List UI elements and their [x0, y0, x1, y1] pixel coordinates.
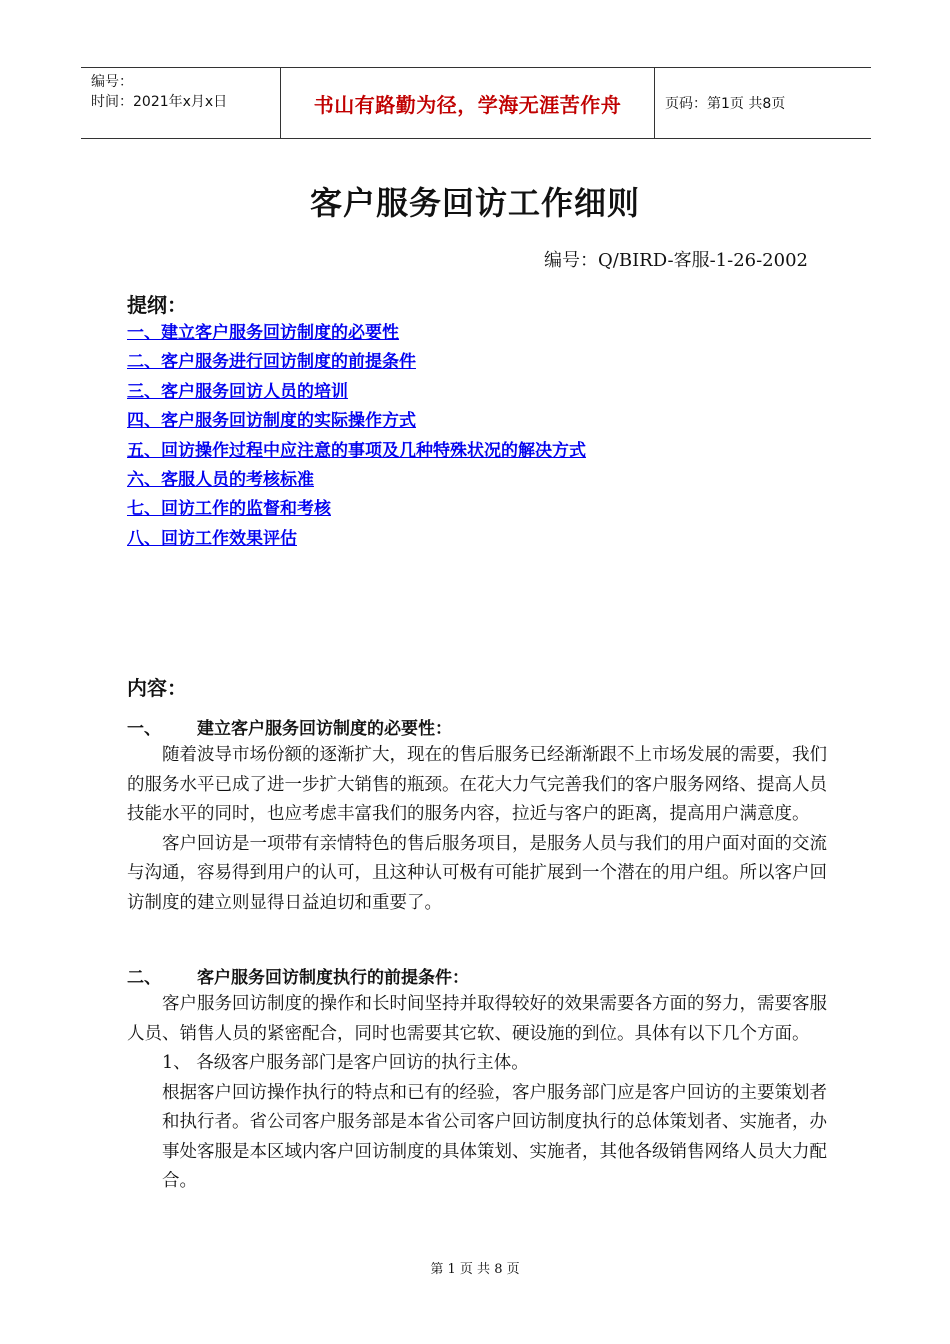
section-2-title [127, 963, 469, 988]
outline-link-1[interactable]: 一、建立客户服务回访制度的必要性 [127, 323, 399, 343]
section-heading: 建立客户服务回访制度的必要性： [197, 719, 452, 739]
outline-item[interactable] [127, 465, 586, 494]
section-2-body [127, 990, 827, 1197]
subsection-body: 根据客户回访操作执行的特点和已有的经验，客户服务部门应是客户回访的主要策划者和执行者。省公司客户服务部是本省公司客户回访制度执行的总体策划者、实施者，办事处客服是本区域内客户回访制度的具体策划、实施者，其他各级销售网络人员大力配合。 [162, 1082, 827, 1191]
section-1-body [127, 741, 827, 918]
serial-label: 编号： [91, 74, 133, 90]
section-number: 一、 [127, 719, 161, 739]
outline-item[interactable] [127, 347, 586, 376]
paragraph: 客户服务回访制度的操作和长时间坚持并取得较好的效果需要各方面的努力，需要客服人员、销售人员的紧密配合，同时也需要其它软、硬设施的到位。具体有以下几个方面。 [127, 994, 827, 1044]
outline-item[interactable] [127, 494, 586, 523]
outline-link-6[interactable]: 六、客服人员的考核标准 [127, 469, 314, 490]
outline-item[interactable] [127, 436, 586, 465]
section-number: 二、 [127, 968, 161, 988]
paragraph: 随着波导市场份额的逐渐扩大，现在的售后服务已经渐渐跟不上市场发展的需要，我们的服务水平已成了进一步扩大销售的瓶颈。在花大力气完善我们的客户服务网络、提高人员技能水平的同时，也应考虑丰富我们的服务内容，拉近与客户的距离，提高用户满意度。 [127, 745, 827, 824]
section-heading: 客户服务回访制度执行的前提条件： [197, 968, 469, 988]
outline-list [127, 318, 586, 553]
content-heading: 内容： [127, 676, 187, 700]
outline-link-7[interactable]: 七、回访工作的监督和考核 [127, 499, 331, 520]
outline-link-3[interactable]: 三、客户服务回访人员的培训 [127, 381, 348, 402]
section-1-title [127, 714, 452, 739]
outline-item[interactable] [127, 377, 586, 406]
outline-item[interactable] [127, 406, 586, 435]
header-meta [81, 68, 281, 138]
document-title: 客户服务回访工作细则 [309, 184, 640, 222]
page-header [81, 67, 871, 139]
outline-item[interactable] [127, 318, 586, 347]
header-page-info: 页码：第1页 共8页 [665, 96, 786, 112]
paragraph: 客户回访是一项带有亲情特色的售后服务项目，是服务人员与我们的用户面对面的交流与沟通，容易得到用户的认可，且这种认可极有可能扩展到一个潜在的用户组。所以客户回访制度的建立则显得日益迫切和重要了。 [127, 833, 827, 913]
page-footer: 第 1 页 共 8 页 [430, 1262, 520, 1277]
document-number: 编号：Q/BIRD-客服-1-26-2002 [544, 250, 808, 271]
outline-link-8[interactable]: 八、回访工作效果评估 [127, 528, 297, 549]
outline-link-4[interactable]: 四、客户服务回访制度的实际操作方式 [127, 411, 416, 432]
header-motto: 书山有路勤为径，学海无涯苦作舟 [281, 68, 655, 138]
time-label: 时间：2021年x月x日 [91, 94, 228, 110]
outline-heading: 提纲： [127, 293, 187, 317]
outline-link-5[interactable]: 五、回访操作过程中应注意的事项及几种特殊状况的解决方式 [127, 440, 586, 461]
outline-item[interactable] [127, 524, 586, 553]
outline-link-2[interactable]: 二、客户服务进行回访制度的前提条件 [127, 352, 416, 373]
subsection-title: 1、 各级客户服务部门是客户回访的执行主体。 [162, 1053, 529, 1073]
